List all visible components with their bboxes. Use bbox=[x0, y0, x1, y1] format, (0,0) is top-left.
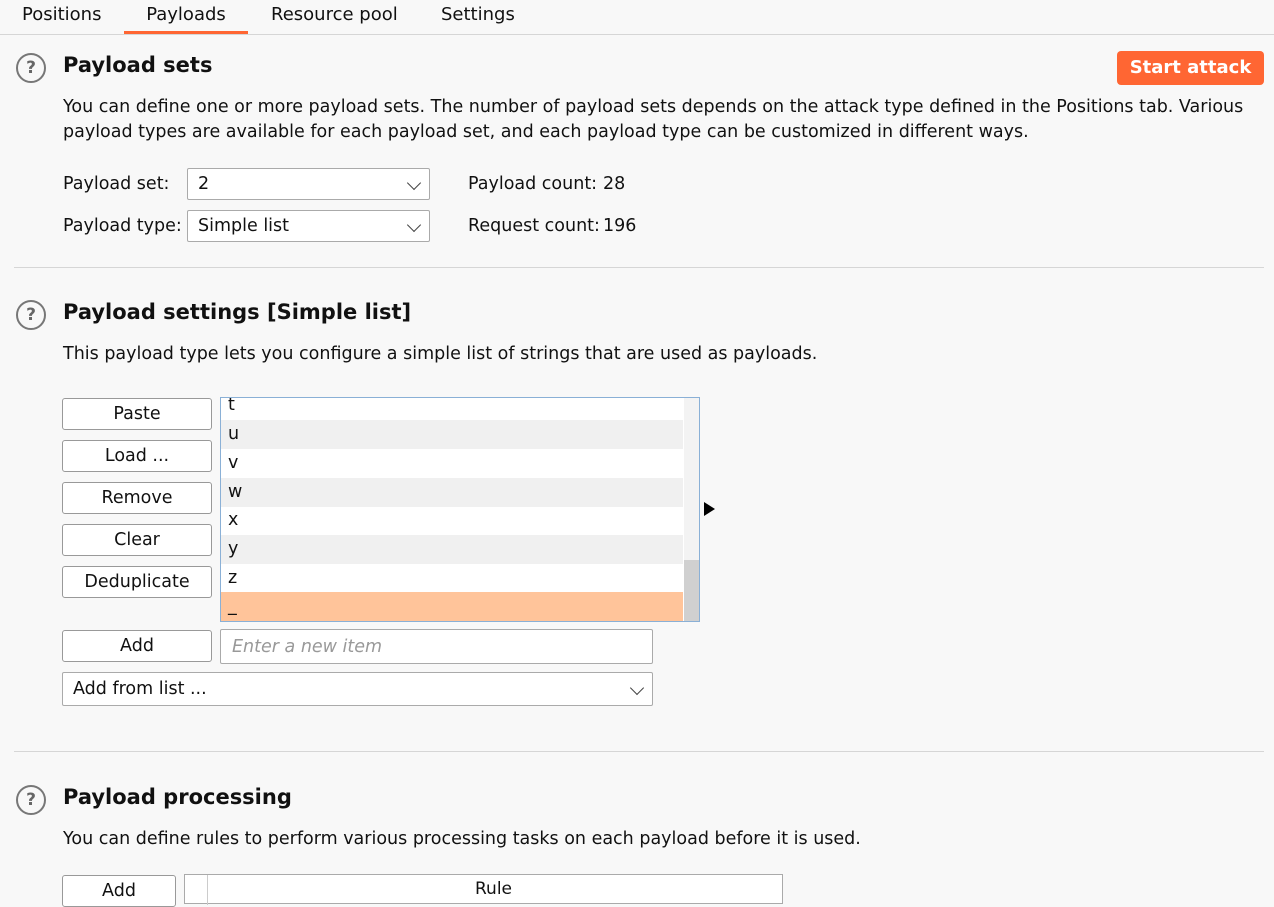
list-item[interactable]: x bbox=[228, 510, 239, 530]
tab-settings[interactable]: Settings bbox=[441, 4, 515, 25]
request-count-label: Request count: bbox=[468, 216, 600, 236]
payload-sets-title: Payload sets bbox=[63, 53, 213, 77]
payload-type-label: Payload type: bbox=[63, 216, 182, 236]
table-column-separator bbox=[207, 875, 208, 905]
section-divider bbox=[14, 267, 1264, 268]
payload-sets-description-line1: You can define one or more payload sets. The number of payload sets depends on the attack type defined in the Positions tab. Various bbox=[63, 97, 1244, 117]
payload-set-value: 2 bbox=[198, 174, 210, 194]
payload-processing-title: Payload processing bbox=[63, 785, 292, 809]
list-item[interactable]: t bbox=[228, 397, 235, 415]
tab-positions[interactable]: Positions bbox=[22, 4, 102, 25]
help-icon[interactable]: ? bbox=[16, 785, 46, 815]
load-button[interactable]: Load ... bbox=[62, 440, 212, 472]
section-divider bbox=[14, 751, 1264, 752]
tab-resource-pool[interactable]: Resource pool bbox=[271, 4, 398, 25]
tab-bar bbox=[0, 0, 1274, 35]
processing-add-button[interactable]: Add bbox=[62, 875, 176, 907]
chevron-down-icon bbox=[630, 681, 644, 695]
start-attack-button[interactable]: Start attack bbox=[1117, 51, 1264, 85]
deduplicate-button[interactable]: Deduplicate bbox=[62, 566, 212, 598]
payload-list[interactable] bbox=[220, 397, 700, 622]
list-scrollbar[interactable] bbox=[684, 398, 699, 621]
chevron-down-icon bbox=[407, 176, 421, 190]
mouse-cursor-icon bbox=[704, 502, 715, 516]
add-button[interactable]: Add bbox=[62, 630, 212, 662]
list-item-selected[interactable]: _ bbox=[221, 592, 683, 621]
list-item[interactable]: z bbox=[228, 568, 238, 588]
paste-button[interactable]: Paste bbox=[62, 398, 212, 430]
payload-type-select[interactable] bbox=[187, 210, 430, 242]
new-item-input[interactable] bbox=[220, 629, 653, 664]
request-count-value: 196 bbox=[603, 216, 637, 236]
payload-settings-title: Payload settings [Simple list] bbox=[63, 300, 412, 324]
payload-count-value: 28 bbox=[603, 174, 626, 194]
help-icon[interactable]: ? bbox=[16, 300, 46, 330]
tab-payloads[interactable]: Payloads bbox=[124, 0, 248, 34]
list-item[interactable]: w bbox=[221, 478, 683, 507]
add-from-list-select[interactable] bbox=[62, 672, 653, 706]
payload-set-select[interactable] bbox=[187, 168, 430, 200]
scrollbar-thumb[interactable] bbox=[684, 560, 699, 621]
list-item[interactable]: v bbox=[228, 453, 239, 473]
payload-settings-description: This payload type lets you configure a simple list of strings that are used as payloads. bbox=[63, 344, 818, 364]
add-from-list-label: Add from list ... bbox=[73, 679, 207, 699]
list-item[interactable]: u bbox=[221, 420, 683, 449]
remove-button[interactable]: Remove bbox=[62, 482, 212, 514]
processing-rules-table[interactable] bbox=[184, 874, 783, 904]
chevron-down-icon bbox=[407, 218, 421, 232]
payload-sets-description-line2: payload types are available for each payload set, and each payload type can be customized in different ways. bbox=[63, 122, 1029, 142]
list-item[interactable]: y bbox=[221, 535, 683, 564]
payload-count-label: Payload count: bbox=[468, 174, 598, 194]
payload-set-label: Payload set: bbox=[63, 174, 170, 194]
table-header-rule: Rule bbox=[475, 879, 513, 899]
help-icon[interactable]: ? bbox=[16, 53, 46, 83]
clear-button[interactable]: Clear bbox=[62, 524, 212, 556]
payload-processing-description: You can define rules to perform various processing tasks on each payload before it is used. bbox=[63, 829, 861, 849]
payload-type-value: Simple list bbox=[198, 216, 290, 236]
